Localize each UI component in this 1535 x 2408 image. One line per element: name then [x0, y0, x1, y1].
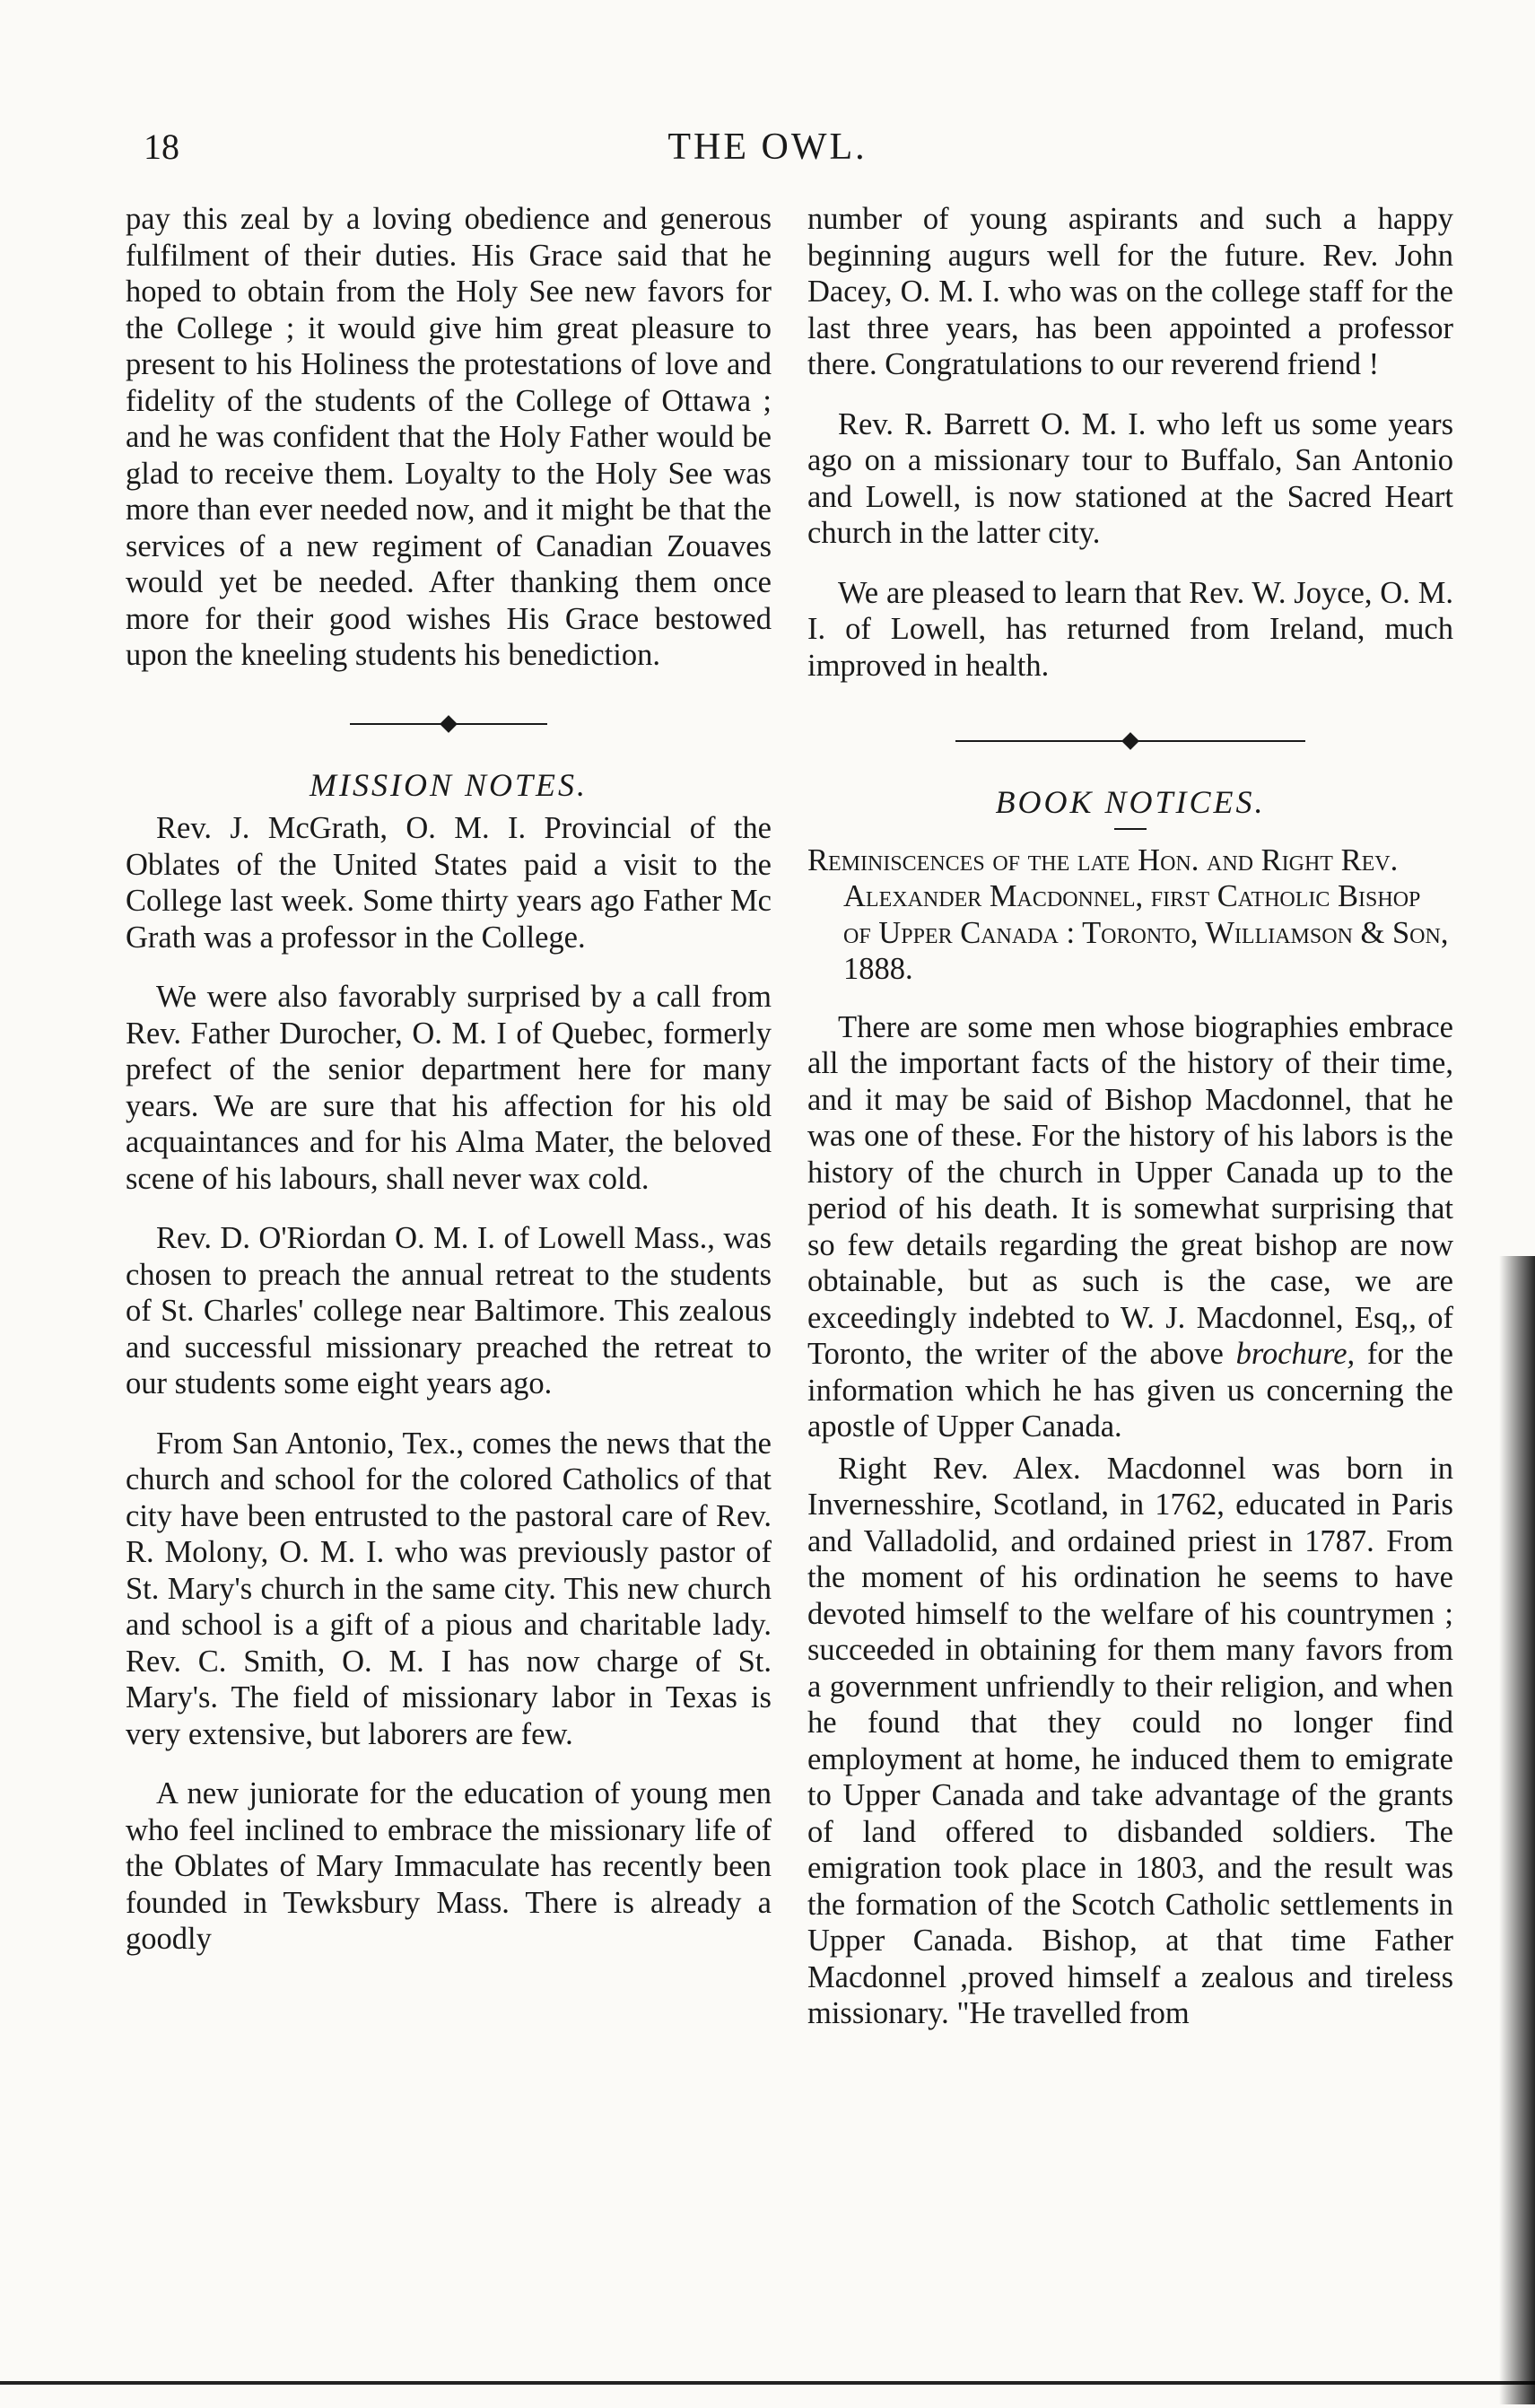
mission-note-paragraph: We are pleased to learn that Rev. W. Joyce, O. M. I. of Lowell, has returned from Ireland, much improved in health.: [807, 575, 1453, 683]
binding-shadow: [1499, 1256, 1535, 2404]
section-divider: [807, 714, 1453, 768]
mission-note-paragraph: Rev. D. O'Riordan O. M. I. of Lowell Mass., was chosen to preach the annual retreat to the students of St. Charles' college near Baltimore. This zealous and successful missionary preached the retreat to our students some eight years ago.: [126, 1221, 772, 1400]
right-column: [807, 201, 1453, 2055]
divider-ornament-icon: [440, 715, 458, 733]
book-notices-title: BOOK NOTICES.: [995, 784, 1266, 820]
mission-note-paragraph: A new juniorate for the education of young men who feel inclined to embrace the missionary life of the Oblates of Mary Immaculate has recently been founded in Tewksbury Mass. There is already a goodly: [126, 1776, 772, 1956]
page-bottom-edge: [0, 2381, 1535, 2385]
page-number: 18: [144, 127, 179, 167]
mission-notes-title: MISSION NOTES.: [310, 766, 588, 803]
review-paragraph: [807, 1009, 1453, 1445]
review-italic-term: brochure,: [1235, 1337, 1356, 1371]
mission-note-paragraph: Rev. R. Barrett O. M. I. who left us some years ago on a missionary tour to Buffalo, San Antonio and Lowell, is now stationed at the Sacred Heart church in the latter city.: [807, 406, 1453, 550]
mission-note-paragraph: Rev. J. McGrath, O. M. I. Provincial of the Oblates of the United States paid a visit to the College last week. Some thirty years ago Father Mc Grath was a professor in the College.: [126, 811, 772, 955]
divider-ornament-icon: [1121, 732, 1139, 750]
section-divider: [126, 697, 772, 751]
continued-paragraph: number of young aspirants and such a happy beginning augurs well for the future. Rev. John Dacey, O. M. I. who was on the college staff for the last three years, has been appointed a professor there. Congratulations to our reverend friend !: [807, 202, 1453, 381]
mission-note-paragraph: From San Antonio, Tex., comes the news that the church and school for the colored Catholics of that city have been entrusted to the pastoral care of Rev. R. Molony, O. M. I. who was previously pastor of St. Mary's church in the same city. This new church and school is a gift of a pious and charitable lady. Rev. C. Smith, O. M. I has now charge of St. Mary's. The field of missionary labor in Texas is very extensive, but laborers are few.: [126, 1426, 772, 1751]
intro-paragraph: pay this zeal by a loving obedience and generous fulfilment of their duties. His Grace said that he hoped to obtain from the Holy See new favors for the College ; it would give him great pleasure to present to his Holiness the protestations of love and fidelity of the students of the College of Ottawa ; and he was confident that the Holy Father would be glad to receive them. Loyalty to the Holy See was more than ever needed now, and it might be that the services of a new regiment of Canadian Zouaves would yet be needed. After thanking them once more for their good wishes His Grace bestowed upon the kneeling students his benediction.: [126, 202, 772, 672]
title-underline: [1114, 828, 1147, 830]
book-reference: Reminiscences of the late Hon. and Right Rev. Alexander Macdonnel, first Catholic Bishop of Upper Canada : Toronto, Williamson & Son, 1888.: [807, 842, 1449, 986]
left-column: [126, 201, 772, 1981]
review-paragraph: Right Rev. Alex. Macdonnel was born in Invernesshire, Scotland, in 1762, educated in Paris and Valladolid, and ordained priest in 1787. From the moment of his ordination he seems to have devoted himself to the welfare of his countrymen ; succeeded in obtaining for them many favors from a government unfriendly to their religion, and when he found that they could no longer find employment at home, he induced them to emigrate to Upper Canada and take advantage of the grants of land offered to disbanded soldiers. The emigration took place in 1803, and the result was the formation of the Scotch Catholic settlements in Upper Canada. Bishop, at that time Father Macdonnel ,proved himself a zealous and tireless missionary. "He travelled from: [807, 1451, 1453, 2030]
review-text: There are some men whose biographies embrace all the important facts of the history of their time, and it may be said of Bishop Macdonnel, that he was one of these. For the history of his labors is the history of the church in Upper Canada up to the period of his death. It is somewhat surprising that so few details regarding the great bishop are now obtainable, but as such is the case, we are exceedingly indebted to W. J. Macdonnel, Esq,, of Toronto, the writer of the above: [807, 1009, 1453, 1371]
mission-note-paragraph: We were also favorably surprised by a call from Rev. Father Durocher, O. M. I of Quebec, formerly prefect of the senior department here for many years. We are sure that his affection for his old acquaintances and for his Alma Mater, the beloved scene of his labours, shall never wax cold.: [126, 980, 772, 1196]
review-text: for the information which he has given us concerning the apostle of Upper Canada.: [807, 1337, 1453, 1444]
running-head: THE OWL.: [667, 127, 868, 168]
